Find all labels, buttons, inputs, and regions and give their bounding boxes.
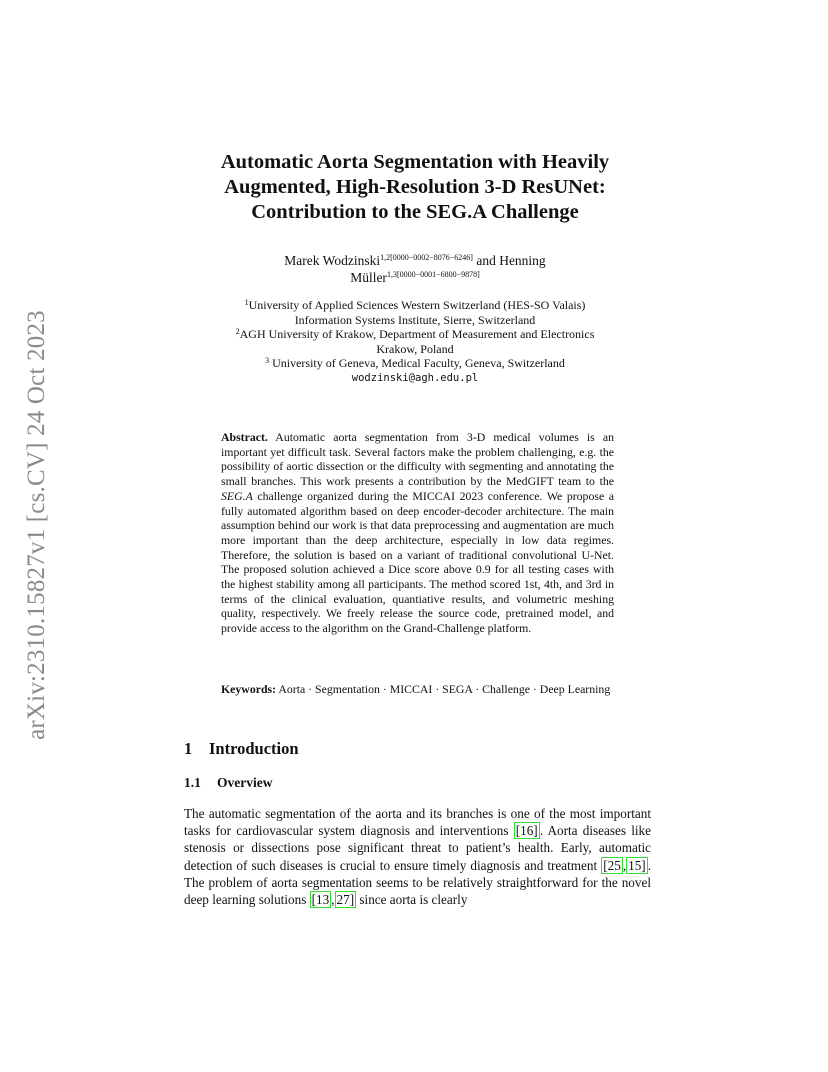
title-line-1: Automatic Aorta Segmentation with Heavily xyxy=(220,151,610,173)
abstract xyxy=(221,430,614,636)
contact-email: wodzinski@agh.edu.pl xyxy=(351,371,479,384)
arxiv-identifier xyxy=(22,290,52,760)
affiliation-2-mark: 2 xyxy=(235,327,240,336)
intro-paragraph xyxy=(184,805,651,908)
section-number: 1 xyxy=(184,739,193,758)
author-2-affiliation-orcid: 1,3[0000−0001−6800−9878] xyxy=(386,270,480,279)
paper-title xyxy=(150,150,680,225)
citation-link-27[interactable]: 27] xyxy=(336,892,355,908)
citation-separator: , xyxy=(622,857,627,873)
citation-link-16[interactable]: [16] xyxy=(515,823,538,839)
paragraph-text-3: . The problem of aorta segmentation seems to be relatively straightforward for the novel deep learning solutions xyxy=(184,857,651,908)
abstract-text-part-2: challenge organized during the MICCAI 2023 conference. We propose a fully automated algorithm based on deep encoder-decoder architecture. The main assumption behind our work is that data preprocessing and augmentation are much more important than the deep architecture, especially in low data regimes. Therefore, the solution is based on a variant of traditional convolutional U-Net. The proposed solution achieved a Dice score above 0.9 for all testing cases with the highest stability among all participants. The method scored 1st, 4th, and 3rd in terms of the clinical evaluation, quantiative results, and volumetric meshing quality, respectively. We freely release the source code, pretrained model, and provide access to the algorithm on the Grand-Challenge platform. xyxy=(221,488,614,636)
section-title: Introduction xyxy=(209,739,299,758)
paragraph-text-4: since aorta is clearly xyxy=(356,892,468,908)
paragraph-text-2: . Aorta diseases like stenosis or dissections pose significant threat to patient’s health. Early, automatic detection of such diseases is crucial to ensure timely diagnosis and treatment xyxy=(184,823,652,873)
citation-link-15[interactable]: 15] xyxy=(628,857,646,873)
affiliation-3-line-1: University of Geneva, Medical Faculty, Geneva, Switzerland xyxy=(269,356,565,370)
title-line-3: Contribution to the SEG.A Challenge xyxy=(251,201,579,223)
keywords-label: Keywords: xyxy=(221,682,277,696)
citation-link-13[interactable]: [13 xyxy=(311,892,330,908)
section-heading-introduction xyxy=(184,739,299,759)
affiliation-1 xyxy=(150,298,680,327)
paragraph-text-1: The automatic segmentation of the aorta and its branches is one of the most important tasks for cardiovascular system diagnosis and interventions xyxy=(184,806,651,839)
citation-link-25[interactable]: [25 xyxy=(603,857,621,873)
affiliation-1-mark: 1 xyxy=(244,298,249,307)
author-1-affiliation-orcid: 1,2[0000−0002−8076−6246] xyxy=(380,253,473,262)
affiliation-2-line-2: Krakow, Poland xyxy=(376,341,454,356)
affiliation-2 xyxy=(150,327,680,356)
abstract-challenge-name: SEG.A xyxy=(221,488,253,503)
abstract-text-part-1: Automatic aorta segmentation from 3-D medical volumes is an important yet difficult task. Several factors make the problem challenging, e.g. the possibility of aortic dissection or the difficulty with segmenting and annotating the small branches. This work presents a contribution by the MedGIFT team to the xyxy=(221,430,614,489)
affiliation-1-line-1: University of Applied Sciences Western Switzerland (HES-SO Valais) xyxy=(248,298,586,312)
author-conjunction: and Henning xyxy=(472,253,546,268)
author-list xyxy=(200,252,630,286)
abstract-label: Abstract. xyxy=(221,430,268,444)
affiliations xyxy=(150,298,680,385)
title-line-2: Augmented, High-Resolution 3-D ResUNet: xyxy=(224,176,606,198)
keywords xyxy=(221,682,614,697)
subsection-number: 1.1 xyxy=(184,775,201,790)
affiliation-3-mark: 3 xyxy=(265,356,270,365)
subsection-heading-overview xyxy=(184,775,272,791)
subsection-title: Overview xyxy=(217,775,273,790)
affiliation-1-line-2: Information Systems Institute, Sierre, Switzerland xyxy=(294,312,536,327)
arxiv-identifier-text: arXiv:2310.15827v1 [cs.CV] 24 Oct 2023 xyxy=(23,310,50,740)
keywords-text: Aorta · Segmentation · MICCAI · SEGA · Challenge · Deep Learning xyxy=(276,682,611,696)
affiliation-2-line-1: AGH University of Krakow, Department of Measurement and Electronics xyxy=(239,327,595,341)
affiliation-3 xyxy=(150,356,680,371)
citation-separator: , xyxy=(331,892,335,908)
author-1-name: Marek Wodzinski xyxy=(284,253,381,268)
author-2-name: Müller xyxy=(350,270,387,285)
